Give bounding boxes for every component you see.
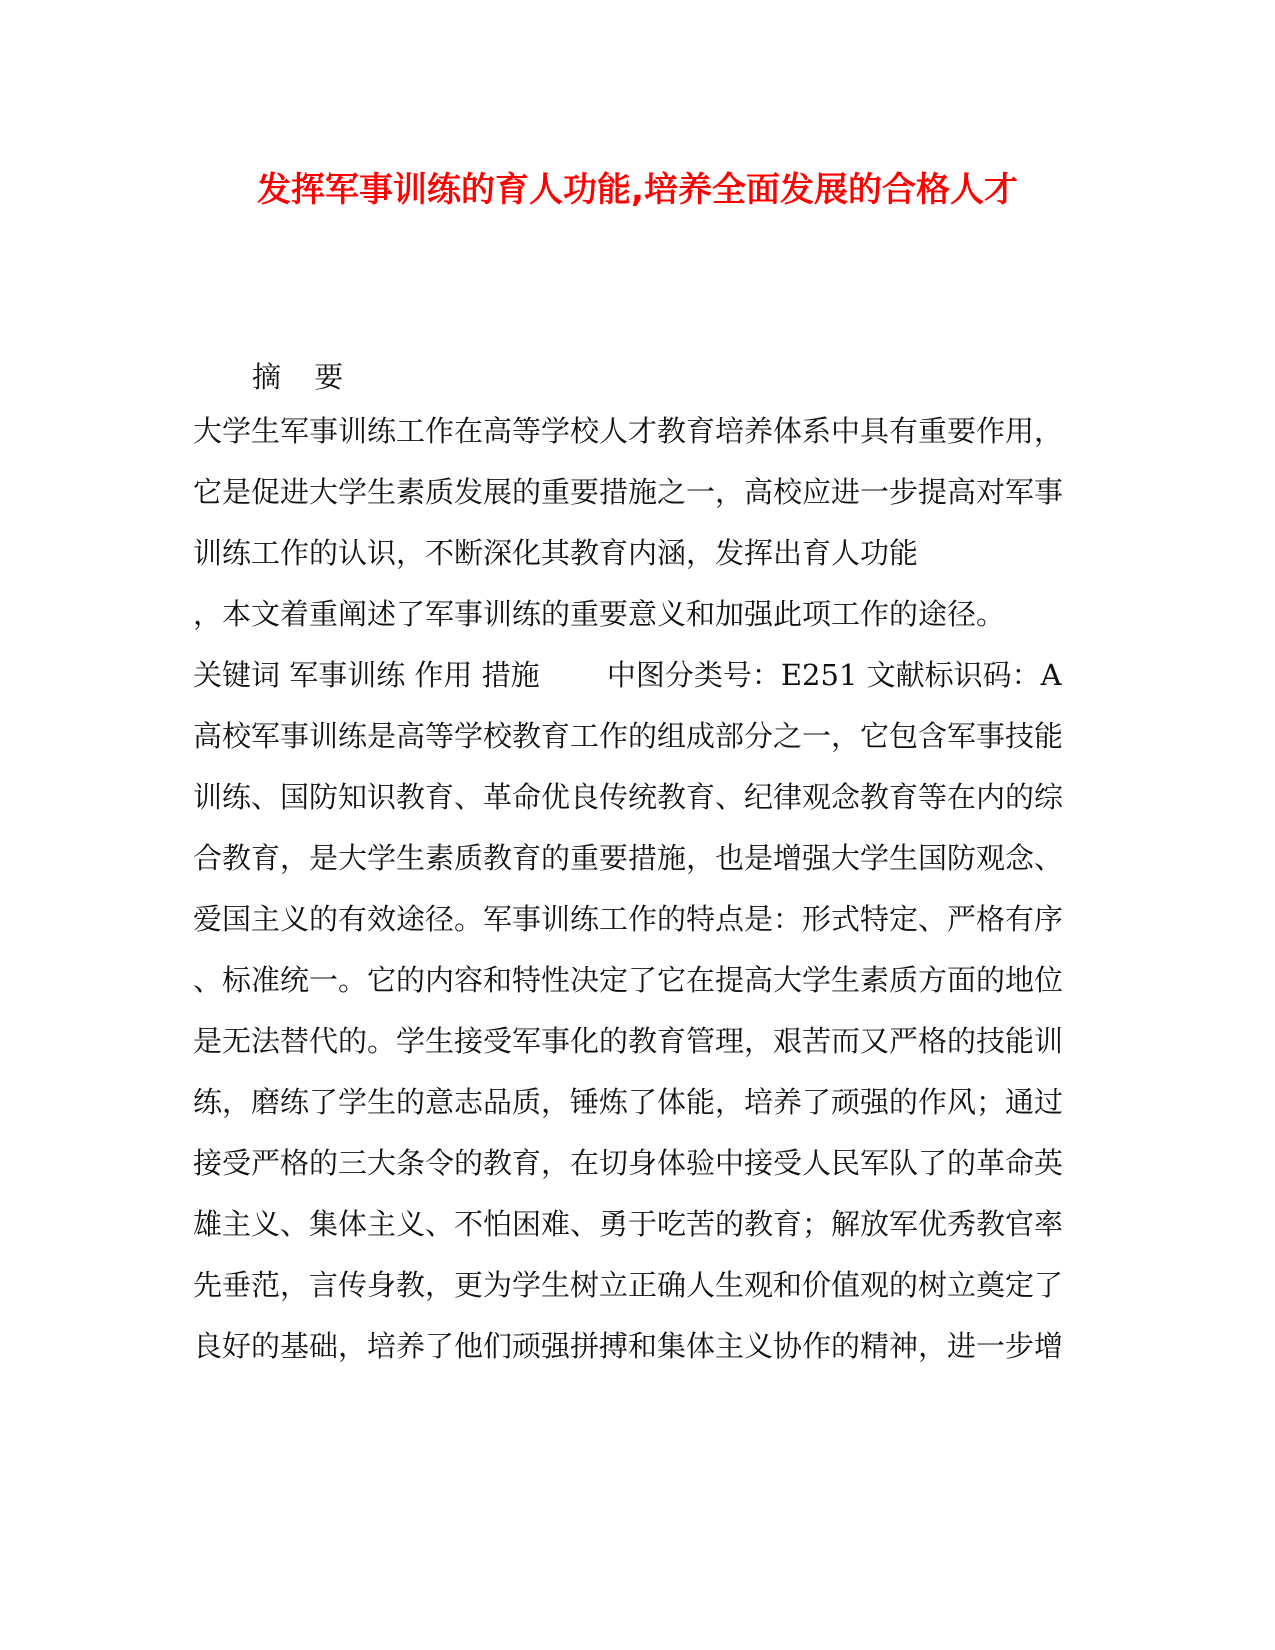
keywords-line: 关键词 军事训练 作用 措施 中图分类号：E251 文献标识码：A (193, 658, 1062, 692)
body-line-13: 接受严格的三大条令的教育，在切身体验中接受人民军队了的革命英 (193, 1146, 1064, 1180)
abstract-heading: 摘 要 (252, 360, 356, 394)
body-line-4: ，本文着重阐述了军事训练的重要意义和加强此项工作的途径。 (193, 597, 1006, 631)
body-line-15: 先垂范，言传身教，更为学生树立正确人生观和价值观的树立奠定了 (193, 1268, 1064, 1302)
body-line-7: 训练、国防知识教育、革命优良传统教育、纪律观念教育等在内的综 (193, 780, 1064, 814)
body-line-11: 是无法替代的。学生接受军事化的教育管理，艰苦而又严格的技能训 (193, 1024, 1064, 1058)
body-line-6: 高校军事训练是高等学校教育工作的组成部分之一，它包含军事技能 (193, 719, 1064, 753)
document-title: 发挥军事训练的育人功能,培养全面发展的合格人才 (257, 170, 1018, 210)
body-line-10: 、标准统一。它的内容和特性决定了它在提高大学生素质方面的地位 (193, 963, 1064, 997)
body-line-8: 合教育，是大学生素质教育的重要措施，也是增强大学生国防观念、 (193, 841, 1064, 875)
body-line-1: 大学生军事训练工作在高等学校人才教育培养体系中具有重要作用， (193, 414, 1064, 448)
body-line-3: 训练工作的认识，不断深化其教育内涵，发挥出育人功能 (193, 536, 919, 570)
body-line-12: 练，磨练了学生的意志品质，锤炼了体能，培养了顽强的作风；通过 (193, 1085, 1064, 1119)
body-line-2: 它是促进大学生素质发展的重要措施之一，高校应进一步提高对军事 (193, 475, 1064, 509)
body-line-9: 爱国主义的有效途径。军事训练工作的特点是：形式特定、严格有序 (193, 902, 1064, 936)
body-line-14: 雄主义、集体主义、不怕困难、勇于吃苦的教育；解放军优秀教官率 (193, 1207, 1064, 1241)
body-line-16: 良好的基础，培养了他们顽强拼搏和集体主义协作的精神，进一步增 (193, 1329, 1064, 1363)
